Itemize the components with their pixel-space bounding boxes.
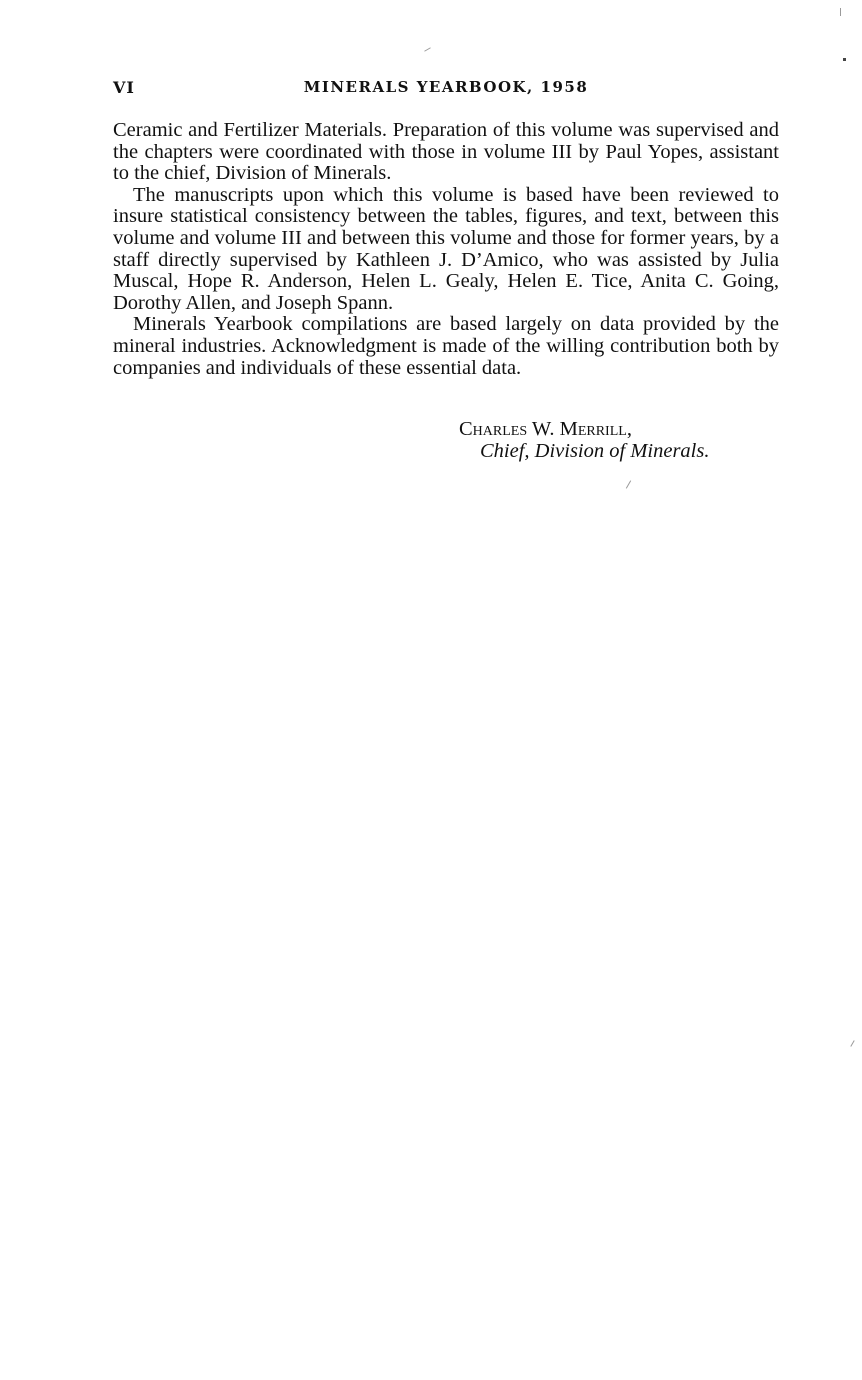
scan-mark [424,47,431,51]
scan-mark [850,1040,854,1047]
scan-mark [626,480,631,488]
paragraph: Minerals Yearbook compilations are based largely on data provided by the mineral industries. Acknowledgment is made of the willing contribution both by companies and individuals of these essential data. [113,313,779,379]
running-title: MINERALS YEARBOOK, 1958 [303,78,589,96]
running-head [113,78,779,102]
signature-name: Charles W. Merrill, [459,418,632,440]
body-text [113,120,779,379]
scan-mark [840,8,841,16]
scan-mark [843,58,846,61]
paragraph: The manuscripts upon which this volume is based have been reviewed to insure statistical consistency between the tables, figures, and text, between this volume and volume III and between this volume and those for former years, by a staff directly supervised by Kathleen J. D’Amico, who was assisted by Julia Muscal, Hope R. Anderson, Helen L. Gealy, Helen E. Tice, Anita C. Going, Dorothy Allen, and Joseph Spann. [113,183,779,314]
signature-title: Chief, Division of Minerals. [480,440,710,462]
paragraph: Ceramic and Fertilizer Materials. Preparation of this volume was supervised and the chapters were coordinated with those in volume III by Paul Yopes, assistant to the chief, Division of Minerals. [113,119,779,185]
page-number: VI [113,78,135,97]
